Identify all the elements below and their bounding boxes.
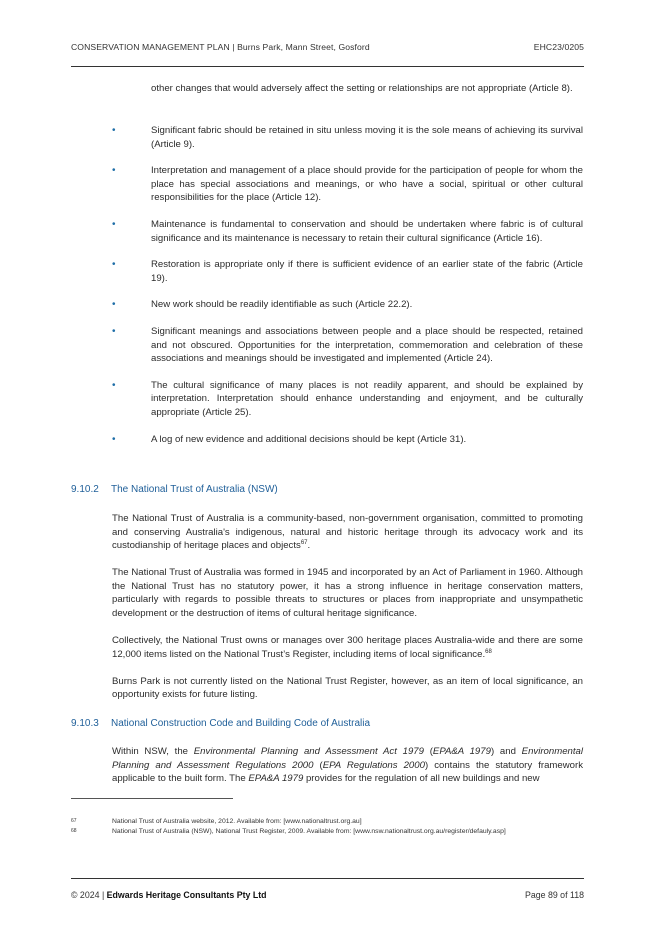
bullet-text: Significant fabric should be retained in situ unless moving it is the sole means of achieving its survival (Article 9). [151, 125, 583, 150]
paragraph: The National Trust of Australia was formed in 1945 and incorporated by an Act of Parliament in 1960. Although the National Trust has no statutory power, it has a strong influence in heritage conservation matters, particularly with regards to possible threats to structures or places from inappropriate and unsympathetic development or the destruction of items of cultural heritage significance. [112, 567, 583, 619]
section-number: 9.10.2 [71, 484, 99, 495]
document-title: CONSERVATION MANAGEMENT PLAN | Burns Park, Mann Street, Gosford [71, 42, 370, 52]
header-divider [71, 66, 584, 67]
bullet-text: Restoration is appropriate only if there is sufficient evidence of an earlier state of the fabric (Article 19). [151, 259, 583, 284]
bullet-item [112, 379, 583, 420]
section-number: 9.10.3 [71, 718, 99, 729]
page-number: Page 89 of 118 [524, 890, 584, 900]
bullet-text: Significant meanings and associations between people and a place should be respected, retained and not obscured. Opportunities for the interpretation, commemoration and celebration of these associations and meanings should be investigated and implemented (Article 24). [151, 325, 583, 365]
bullet-item [112, 164, 583, 205]
footnote-ref: 67 [300, 540, 308, 546]
bullet-item [112, 298, 583, 312]
bullet-item [112, 325, 583, 366]
footnote-divider [71, 798, 233, 799]
footnote-text: National Trust of Australia (NSW), National Trust Register, 2009. Available from: [www.nsw.nationaltrust.org.au/register/defauly.asp] [112, 828, 506, 835]
section-title: National Construction Code and Building Code of Australia [111, 718, 371, 729]
bullet-icon: • [112, 299, 116, 311]
bullet-icon: • [112, 218, 116, 230]
bullet-item [112, 124, 583, 151]
footer-copyright: © 2024 | Edwards Heritage Consultants Pty Ltd [71, 890, 267, 900]
footnote-number: 67 [71, 818, 77, 824]
footnote-number: 68 [71, 828, 77, 834]
paragraph: Burns Park is not currently listed on the National Trust Register, however, as an item of local significance, an opportunity exists for future listing. [112, 675, 583, 701]
national-trust-section-body [112, 512, 583, 715]
bullet-text: Interpretation and management of a place should provide for the participation of people for whom the place has special associations and meanings, or who have a social, spiritual or other cultural responsibilities for the place (Article 12). [151, 165, 583, 204]
bullet-icon: • [112, 325, 116, 337]
footer-divider [71, 878, 584, 879]
bullet-icon: • [112, 165, 116, 177]
bullet-item [112, 433, 583, 447]
footnote [71, 827, 591, 837]
footnote-ref: 68 [485, 648, 492, 655]
document-id: EHC23/0205 [533, 42, 584, 52]
bullet-text: The cultural significance of many places is not readily apparent, and should be explained by interpretation. Interpretation should enhance understanding and enjoyment, and be culturally appropriate (Article 25). [151, 379, 583, 418]
section-title: The National Trust of Australia (NSW) [111, 484, 278, 495]
bullet-text: New work should be readily identifiable as such (Article 22.2). [151, 299, 413, 311]
building-code-section-body [112, 745, 583, 799]
principles-bullet-list [112, 124, 583, 459]
footnote [71, 817, 591, 827]
paragraph: Within NSW, the Environmental Planning and Assessment Act 1979 (EPA&A 1979) and Environmental Planning and Assessment Regulations 2000 (EPA Regulations 2000) contains the statutory framework applicable to the built form. The EPA&A 1979 provides for the regulation of all new buildings and new [112, 746, 583, 785]
bullet-text: A log of new evidence and additional decisions should be kept (Article 31). [151, 433, 467, 445]
section-heading-national-trust [71, 484, 278, 495]
paragraph: The National Trust of Australia is a community-based, non-government organisation, committed to promoting and conserving Australia's indigenous, natural and historic heritage through its advocacy work and its custodianship of heritage places and objects$^{67}$. [112, 513, 583, 552]
bullet-icon: • [112, 379, 116, 391]
paragraph: Collectively, the National Trust owns or manages over 300 heritage places Australia-wide and there are some 12,000 items listed on the National Trust’s Register, including items of local significance.$^{68}$ [112, 634, 583, 660]
bullet-icon: • [112, 125, 116, 136]
footnotes [71, 817, 591, 837]
company-name: Edwards Heritage Consultants Pty Ltd [106, 890, 267, 900]
bullet-item [112, 258, 583, 285]
bullet-icon: • [112, 259, 116, 271]
bullet-text: Maintenance is fundamental to conservation and should be undertaken where fabric is of cultural significance and its maintenance is necessary to retain their cultural significance (Article 16). [151, 218, 583, 244]
bullet-icon: • [112, 433, 116, 445]
bullet-item [112, 218, 583, 245]
footnote-text: National Trust of Australia website, 2012. Available from: [www.nationaltrust.org.au] [112, 818, 362, 825]
continuation-paragraph: other changes that would adversely affect the setting or relationships are not appropriate (Article 8). [151, 83, 573, 94]
section-heading-building-code [71, 718, 370, 729]
